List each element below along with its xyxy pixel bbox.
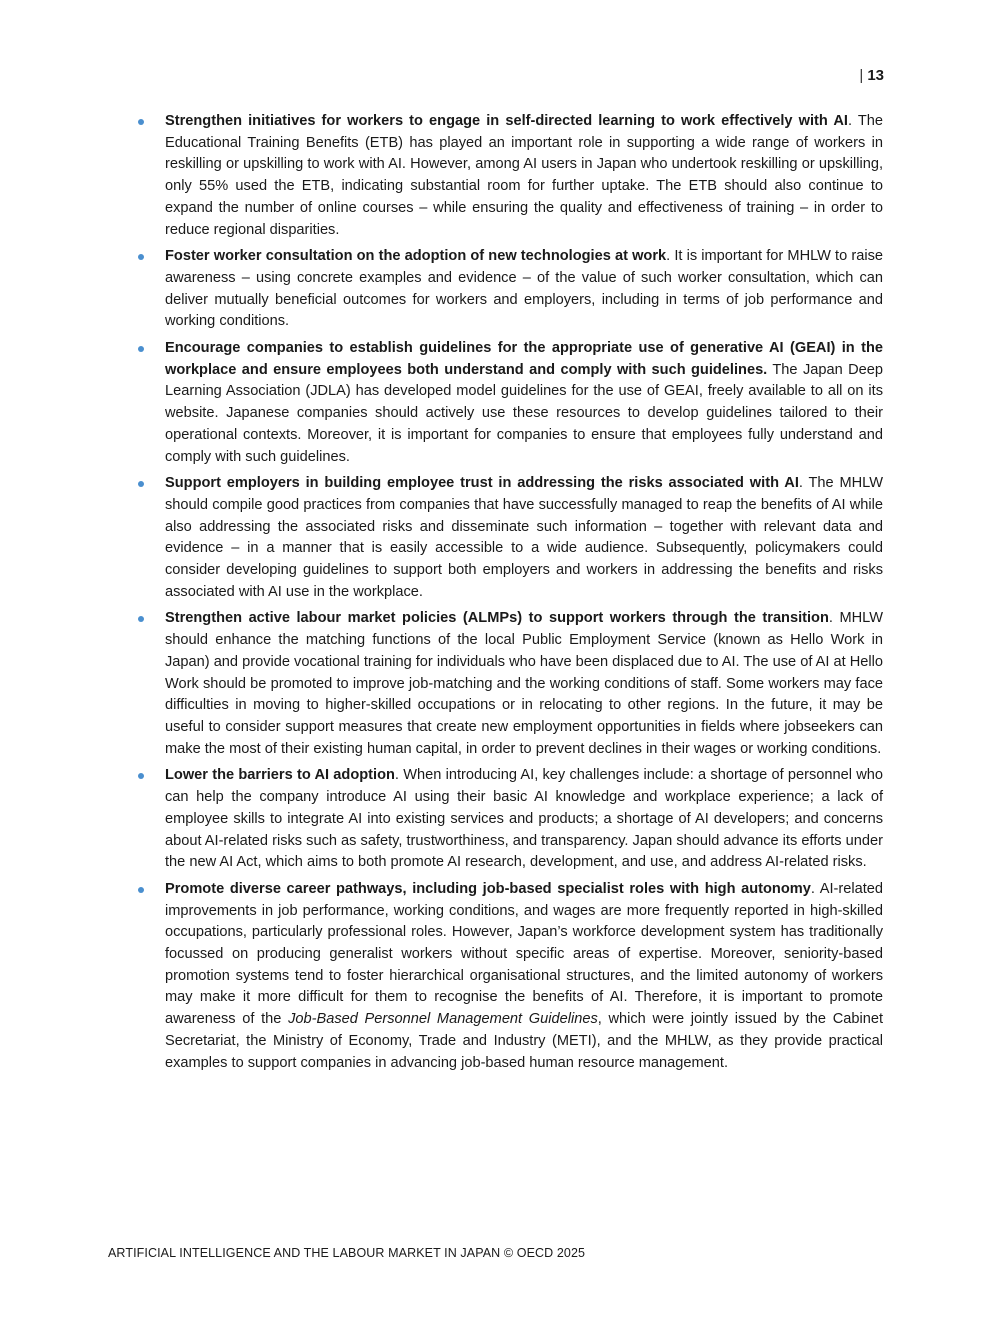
recommendation-item (137, 111, 883, 241)
recommendation-item (137, 473, 883, 603)
recommendation-item (137, 879, 883, 1074)
recommendation-body-continued: , which were jointly issued by the Cabinet Secretariat, the Ministry of Economy, Trade and Industry (METI), and the MHLW, as they provide practical examples to support companies in advancing job-based human resource management. (165, 1011, 883, 1071)
policy-recommendations-list (137, 111, 883, 1079)
recommendation-body: . When introducing AI, key challenges include: a shortage of personnel who can help the company introduce AI using their basic AI knowledge and workplace experience; a lack of employee skills to integrate AI into existing services and products; a shortage of AI developers; and concerns about AI-related risks such as safety, trustworthiness, and transparency. Japan should advance its efforts under the new AI Act, which aims to both promote AI research, development, and use, and address AI-related risks. (165, 767, 883, 871)
page-number (859, 66, 884, 86)
recommendation-body: . The Educational Training Benefits (ETB) has played an important role in supporting a wide range of workers in reskilling or upskilling to work with AI. However, among AI users in Japan who undertook reskilling or upskilling, only 55% used the ETB, indicating substantial room for further uptake. The ETB should also continue to expand the number of online courses – while ensuring the quality and effectiveness of training – in order to reduce regional disparities. (165, 113, 883, 238)
bullet-icon (138, 773, 144, 779)
bullet-icon (138, 616, 144, 622)
page-number-separator: | (859, 67, 864, 84)
bullet-icon (138, 346, 144, 352)
recommendation-heading: Promote diverse career pathways, including job-based specialist roles with high autonomy (165, 880, 811, 897)
recommendation-body: . The MHLW should compile good practices from companies that have successfully managed to reap the benefits of AI while also addressing the associated risks and disseminate such information – together with relevant data and evidence – in a manner that is easily accessible to a wide audience. Subsequently, policymakers could consider developing guidelines to support both employers and workers in addressing the benefits and risks associated with AI use in the workplace. (165, 475, 883, 600)
recommendation-heading: Lower the barriers to AI adoption (165, 767, 395, 784)
recommendation-body: . MHLW should enhance the matching functions of the local Public Employment Service (known as Hello Work in Japan) and provide vocational training for individuals who have been displaced due to AI. The use of AI at Hello Work should be promoted to improve job-matching and the working conditions of staff. Some workers may face difficulties in moving to higher-skilled occupations or in relocating to other regions. In the future, it may be useful to consider support measures that create new employment opportunities in fields where jobseekers can make the most of their existing human capital, in order to prevent declines in their wages or working conditions. (165, 610, 883, 757)
guidelines-title: Job-Based Personnel Management Guidelines (288, 1011, 598, 1028)
page-number-value: 13 (867, 67, 884, 84)
recommendation-heading: Encourage companies to establish guidelines for the appropriate use of generative AI (GEAI) in the workplace and ensure employees both understand and comply with such guidelines. (165, 340, 883, 378)
recommendation-body: . It is important for MHLW to raise awareness – using concrete examples and evidence – of the value of such worker consultation, which can deliver mutually beneficial outcomes for workers and employers, including in terms of job performance and working conditions. (165, 248, 883, 330)
recommendation-item (137, 765, 883, 874)
recommendation-heading: Support employers in building employee trust in addressing the risks associated with AI (165, 475, 799, 492)
bullet-icon (138, 119, 144, 125)
bullet-icon (138, 254, 144, 260)
recommendation-heading: Strengthen active labour market policies (ALMPs) to support workers through the transition (165, 610, 829, 627)
recommendation-heading: Strengthen initiatives for workers to engage in self-directed learning to work effectively with AI (165, 113, 848, 129)
bullet-icon (138, 887, 144, 893)
recommendation-item (137, 608, 883, 760)
recommendation-heading: Foster worker consultation on the adoption of new technologies at work (165, 248, 667, 265)
recommendation-item (137, 246, 883, 333)
footer-publication-line: ARTIFICIAL INTELLIGENCE AND THE LABOUR MARKET IN JAPAN © OECD 2025 (108, 1246, 586, 1260)
recommendation-body: The Japan Deep Learning Association (JDLA) has developed model guidelines for the use of GEAI, freely available to all on its website. Japanese companies should actively use these resources to develop guidelines tailored to their operational contexts. Moreover, it is important for companies to ensure that employees fully understand and comply with such guidelines. (165, 361, 883, 465)
recommendation-item (137, 338, 883, 468)
recommendation-body: . AI-related improvements in job performance, working conditions, and wages are more frequently reported in high-skilled occupations, particularly professional roles. However, Japan’s workforce development system has traditionally focussed on producing generalist workers without specific areas of expertise. Moreover, seniority-based promotion systems tend to foster hierarchical organisational structures, and the limited autonomy of workers may make it more difficult for them to recognise the benefits of AI. Therefore, it is important to promote awareness of the (165, 880, 883, 1028)
bullet-icon (138, 481, 144, 487)
